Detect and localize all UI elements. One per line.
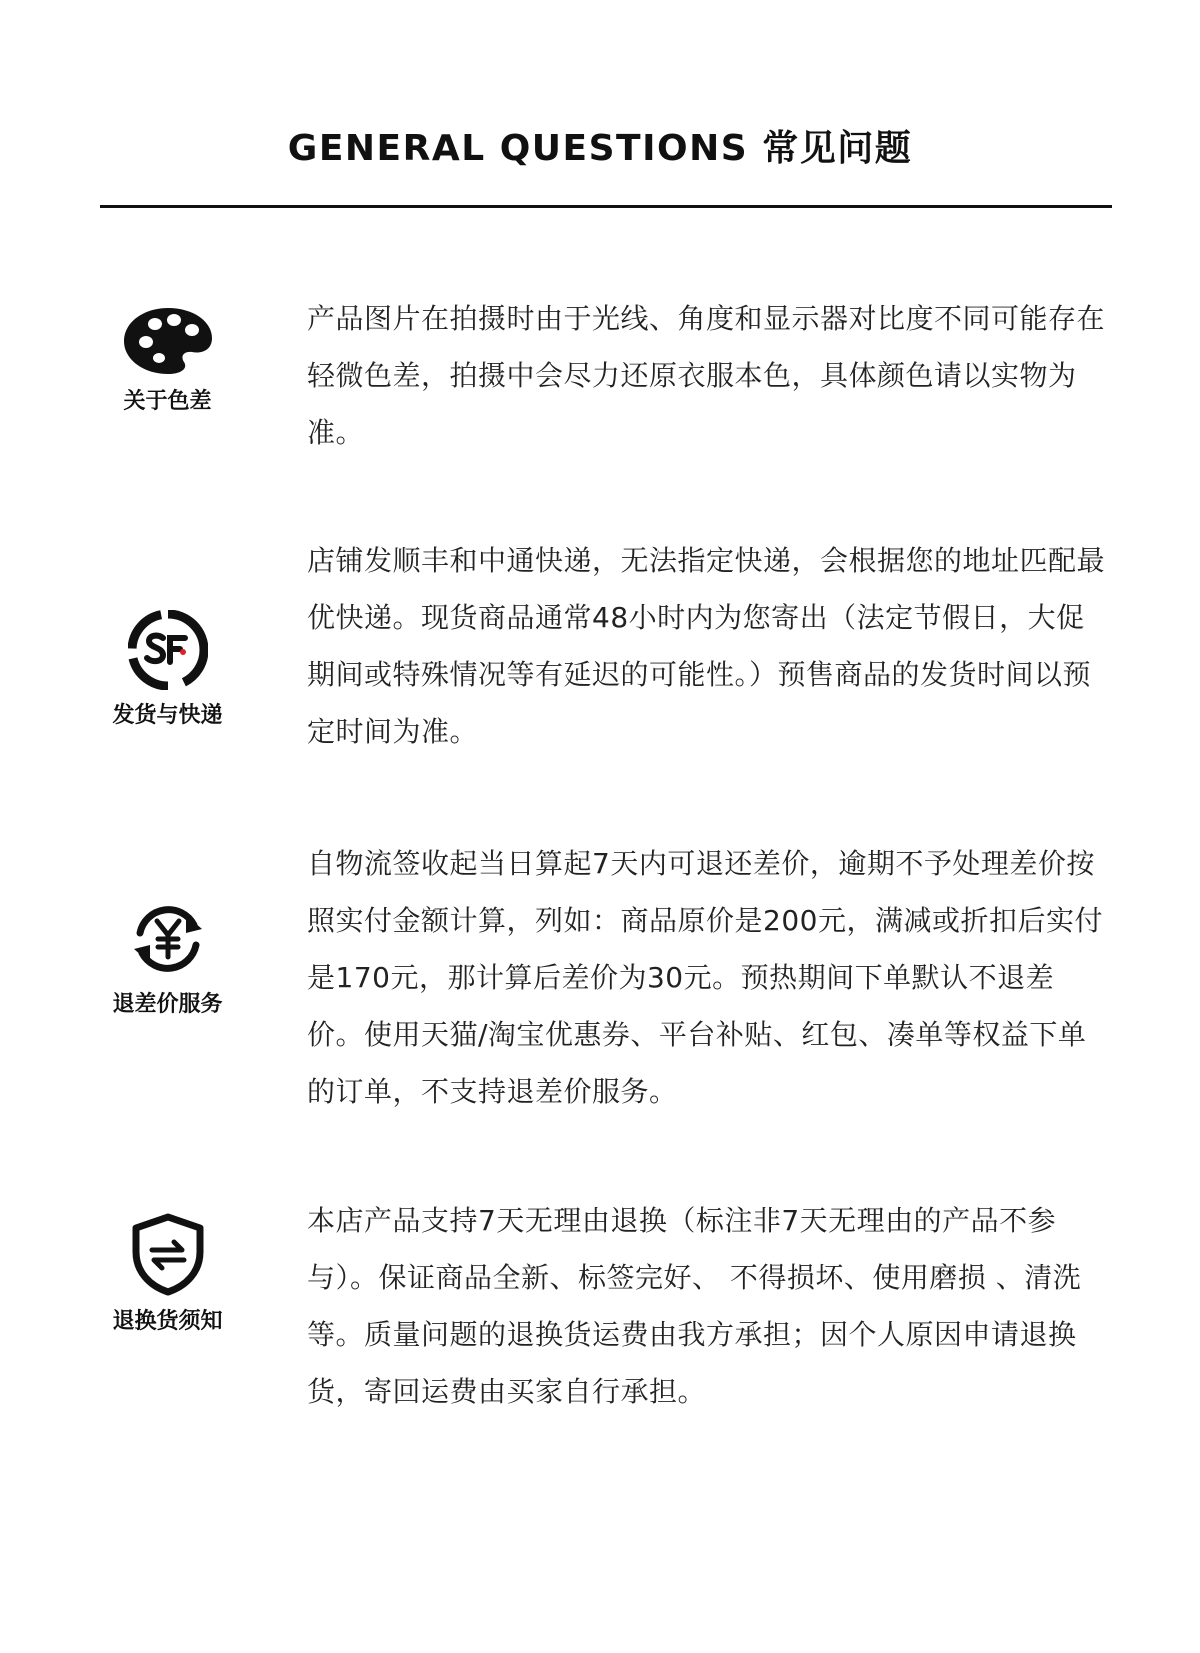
faq-label: 退换货须知 — [112, 1309, 223, 1334]
yuan-refund-icon — [128, 899, 208, 979]
faq-answer-text: 本店产品支持7天无理由退换（标注非7天无理由的产品不参与）。保证商品全新、标签完好、 不得损坏、使用磨损 、清洗等。质量问题的退换货运费由我方承担；因个人原因申请退换货，寄回运费由买家自行承担。 — [307, 1204, 1082, 1408]
shield-exchange-icon — [130, 1212, 206, 1296]
faq-answer-text: 店铺发顺丰和中通快递，无法指定快递，会根据您的地址匹配最优快递。现货商品通常48小时内为您寄出（法定节假日，大促期间或特殊情况等有延迟的可能性。）预售商品的发货时间以预定时间为准。 — [307, 544, 1106, 748]
palette-icon — [122, 306, 214, 376]
sf-express-logo-icon — [128, 610, 208, 690]
faq-icon-column — [100, 610, 235, 729]
faq-icon-column — [100, 306, 235, 415]
faq-label: 退差价服务 — [112, 992, 223, 1017]
page-title: GENERAL QUESTIONS 常见问题 — [287, 128, 913, 169]
faq-label: 发货与快递 — [112, 703, 223, 728]
faq-label: 关于色差 — [123, 389, 212, 414]
faq-answer-text: 产品图片在拍摄时由于光线、角度和显示器对比度不同可能存在轻微色差，拍摄中会尽力还原衣服本色，具体颜色请以实物为准。 — [307, 302, 1106, 449]
title-divider — [100, 205, 1112, 208]
faq-answer-text: 自物流签收起当日算起7天内可退还差价，逾期不予处理差价按照实付金额计算，列如：商品原价是200元，满减或折扣后实付是170元，那计算后差价为30元。预热期间下单默认不退差价。使用天猫/淘宝优惠券、平台补贴、红包、凑单等权益下单的订单，不支持退差价服务。 — [307, 847, 1103, 1108]
faq-icon-column — [100, 1212, 235, 1335]
faq-icon-column — [100, 899, 235, 1018]
